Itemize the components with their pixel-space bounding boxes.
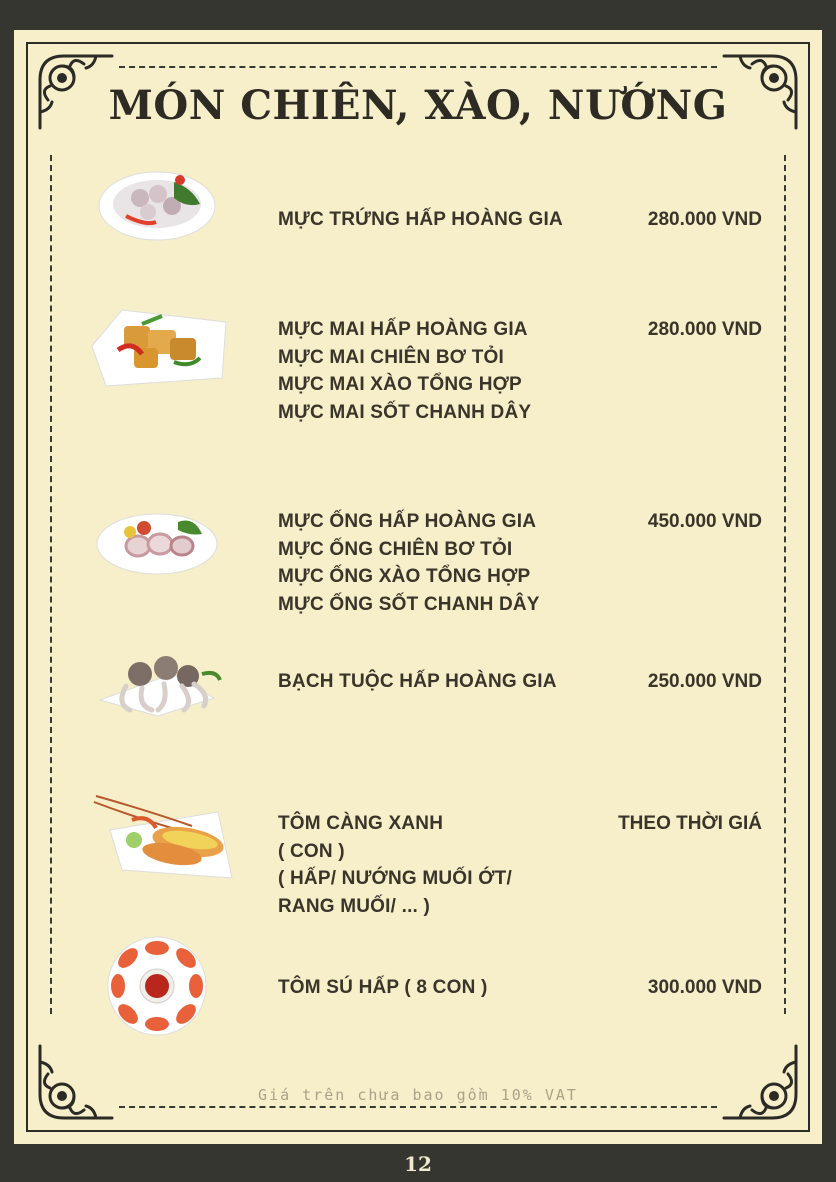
ornament-corner-icon xyxy=(34,1040,118,1124)
dish-name: ( HẤP/ NƯỚNG MUỐI ỚT/ xyxy=(278,868,512,889)
octopus-dish-icon xyxy=(82,644,232,724)
vat-note: Giá trên chưa bao gồm 10% VAT xyxy=(258,1086,578,1104)
menu-page xyxy=(14,30,822,1144)
cuttlefish-dish-icon xyxy=(82,300,232,392)
dish-name: TÔM SÚ HẤP ( 8 CON ) xyxy=(278,977,488,998)
dish-name: ( CON ) xyxy=(278,840,345,862)
dashed-border-top xyxy=(119,66,717,68)
prawn-dish-icon xyxy=(92,790,242,886)
dish-price: 280.000 VND xyxy=(647,209,762,230)
dish-name: TÔM CÀNG XANH xyxy=(278,813,444,834)
dish-name: MỰC MAI SỐT CHANH DÂY xyxy=(278,401,532,423)
dish-name: BẠCH TUỘC HẤP HOÀNG GIA xyxy=(278,671,557,692)
page-number: 12 xyxy=(404,1152,432,1176)
dish-price: 300.000 VND xyxy=(647,977,762,998)
dish-name: RANG MUỐI/ ... ) xyxy=(278,895,431,917)
dashed-border-left xyxy=(50,155,52,1014)
dish-price: 250.000 VND xyxy=(647,671,762,692)
dish-price: THEO THỜI GIÁ xyxy=(618,813,762,834)
shrimp-plate-icon xyxy=(104,934,210,1038)
dish-name: MỰC ỐNG SỐT CHANH DÂY xyxy=(278,593,540,615)
dashed-border-bottom xyxy=(119,1106,717,1108)
dish-name: MỰC MAI CHIÊN BƠ TỎI xyxy=(278,346,504,368)
dish-name: MỰC MAI XÀO TỔNG HỢP xyxy=(278,374,522,395)
squid-egg-dish-icon xyxy=(82,158,232,248)
dish-name: MỰC ỐNG CHIÊN BƠ TỎI xyxy=(278,538,513,560)
dashed-border-right xyxy=(784,155,786,1014)
dish-name: MỰC TRỨNG HẤP HOÀNG GIA xyxy=(278,209,563,230)
ornament-corner-icon xyxy=(718,1040,802,1124)
page-title: MÓN CHIÊN, XÀO, NƯỚNG xyxy=(108,82,728,129)
dish-name: MỰC ỐNG HẤP HOÀNG GIA xyxy=(278,511,537,532)
dish-price: 450.000 VND xyxy=(647,511,762,532)
dish-name: MỰC MAI HẤP HOÀNG GIA xyxy=(278,319,528,340)
dish-name: MỰC ỐNG XÀO TỔNG HỢP xyxy=(278,566,531,587)
dish-price: 280.000 VND xyxy=(647,319,762,340)
squid-dish-icon xyxy=(82,496,232,580)
